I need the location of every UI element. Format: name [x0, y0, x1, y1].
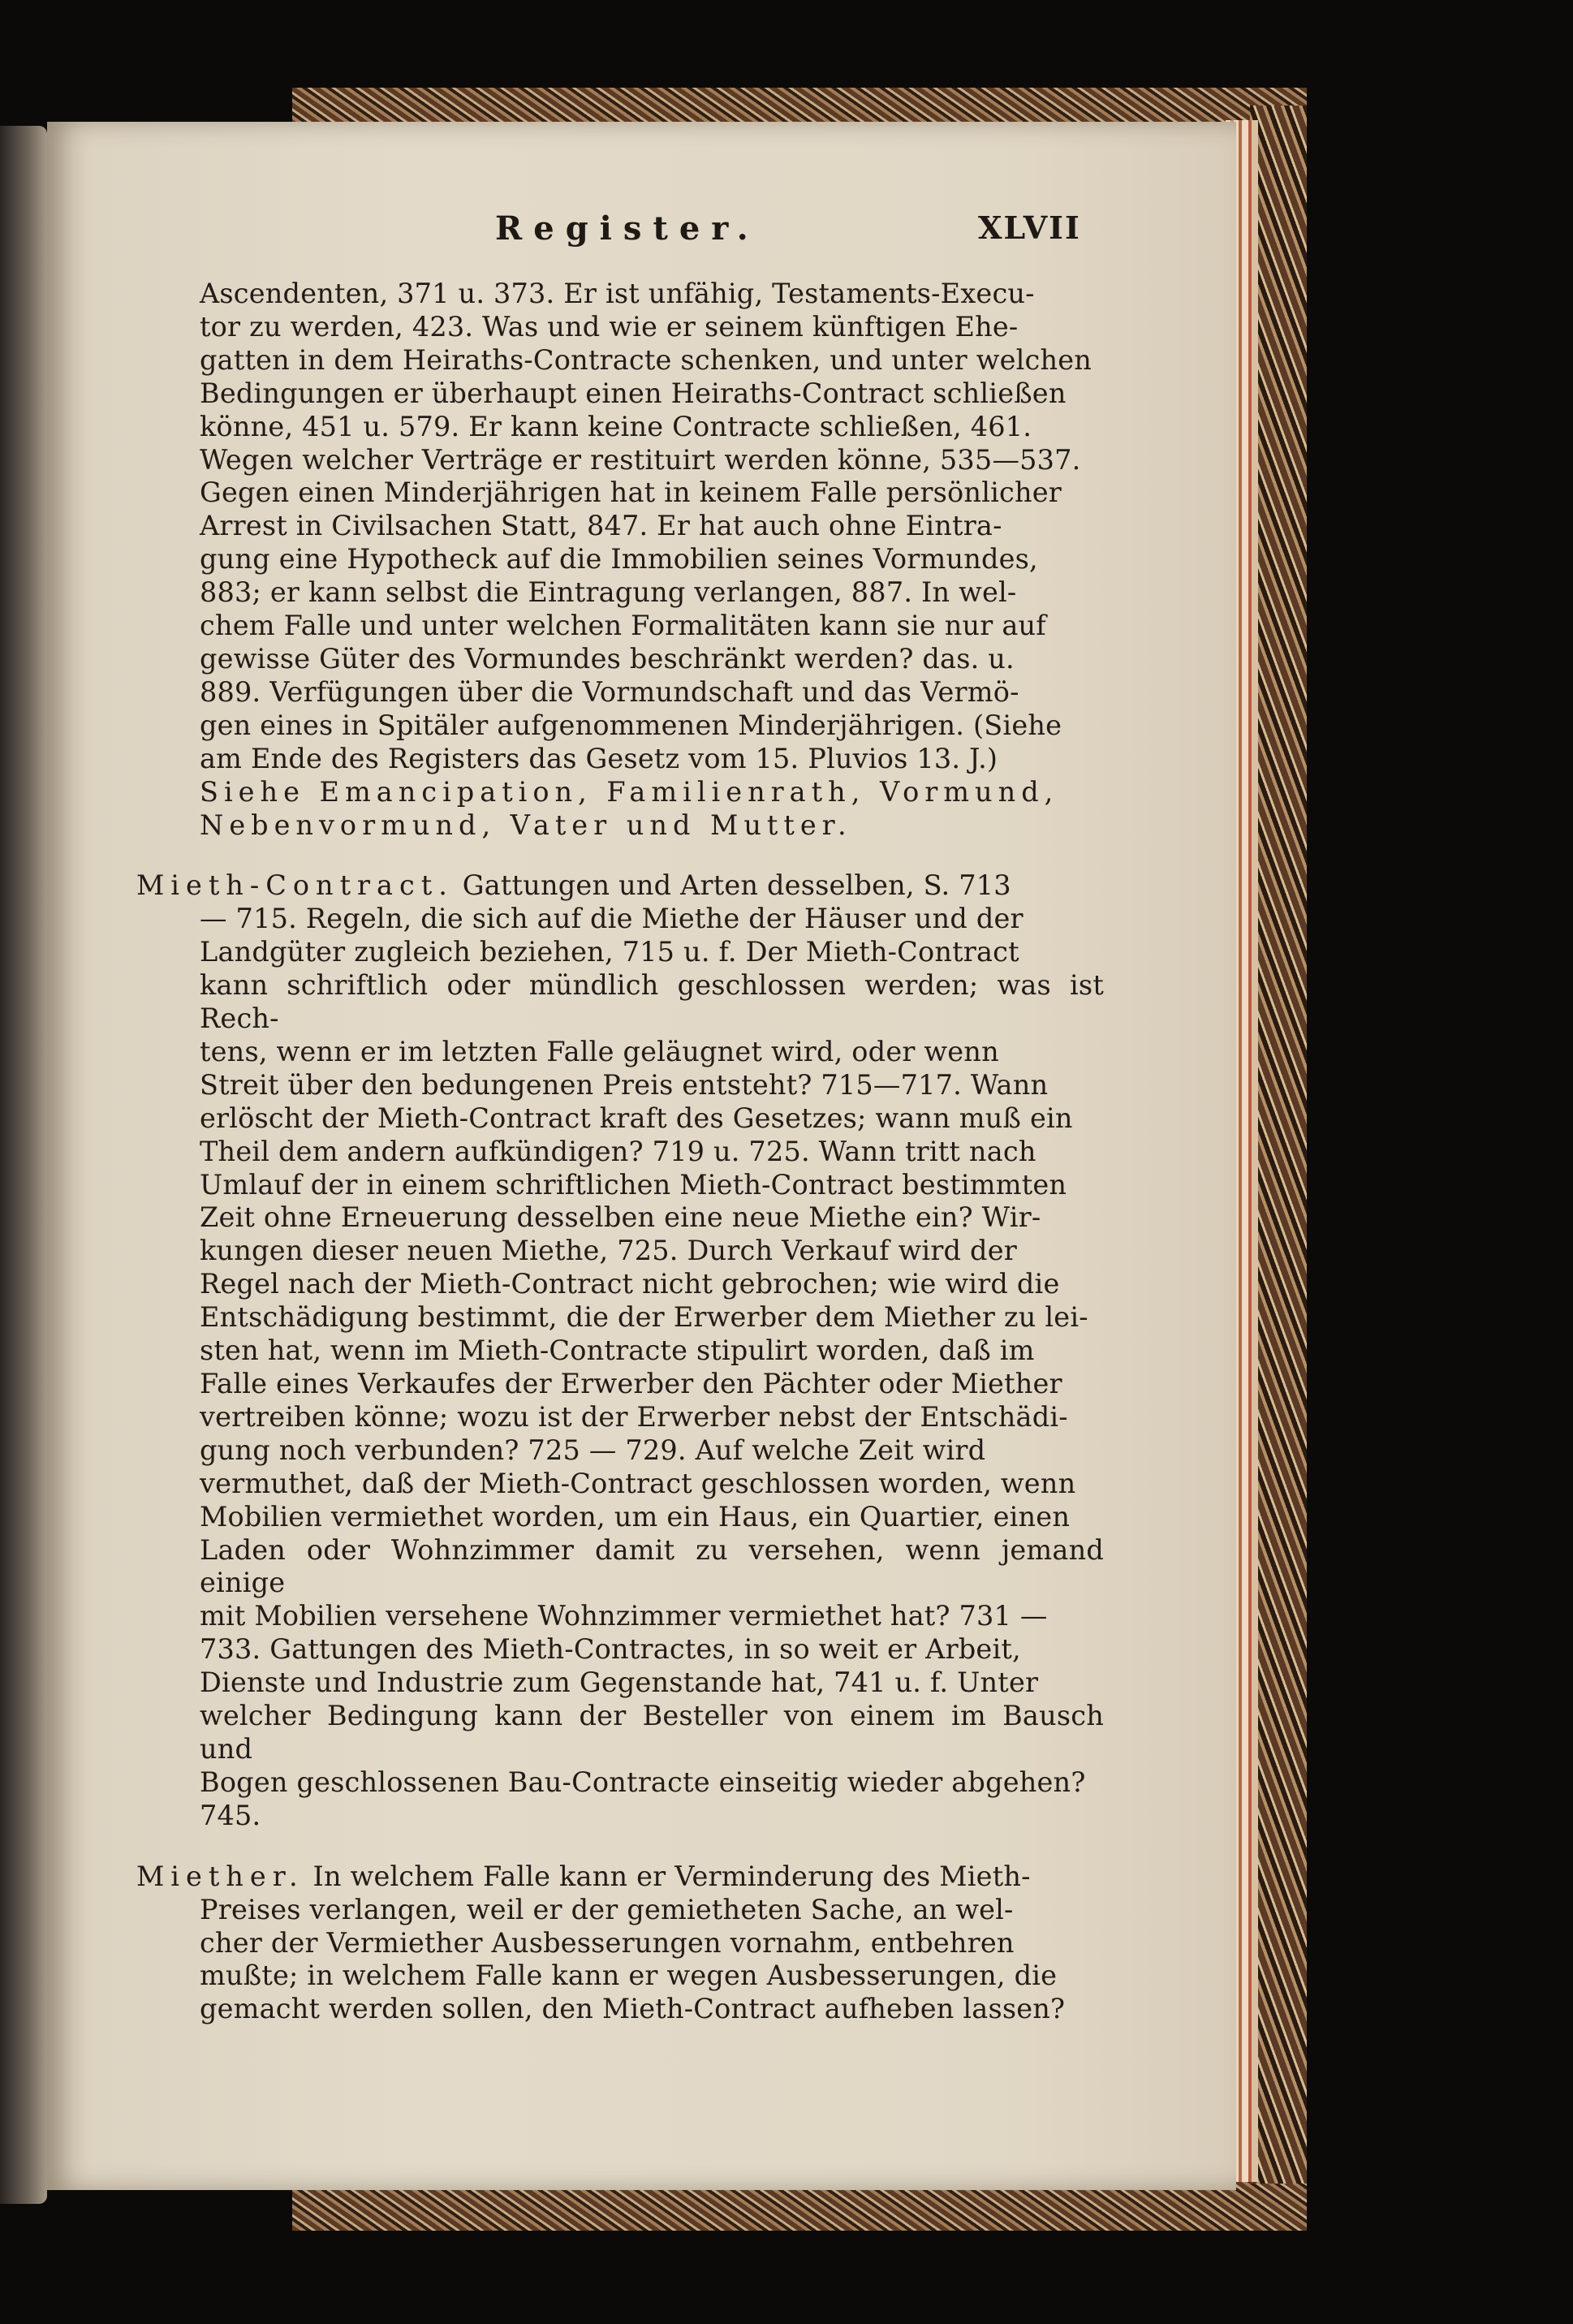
text-line: mit Mobilien versehene Wohnzimmer vermiethet hat? 731 —	[200, 1600, 1048, 1632]
text-line: tor zu werden, 423. Was und wie er seinem künftigen Ehe-	[200, 310, 1019, 343]
text-line: Theil dem andern aufkündigen? 719 u. 725. Wann tritt nach	[200, 1135, 1036, 1167]
marbled-cover-edge	[1250, 106, 1307, 2184]
entry-mieth-contract	[136, 869, 1104, 1832]
text-line: welcher Bedingung kann der Besteller von einem im Bausch und	[200, 1700, 1104, 1765]
text-line: chem Falle und unter welchen Formalitäten kann sie nur auf	[200, 610, 1046, 642]
text-line: Bogen geschlossenen Bau-Contracte einseitig wieder abgehen?	[200, 1766, 1086, 1798]
text-line: 733. Gattungen des Mieth-Contractes, in so weit er Arbeit,	[200, 1633, 1021, 1666]
text-line: kungen dieser neuen Miethe, 725. Durch Verkauf wird der	[200, 1235, 1017, 1267]
text-line: gen eines in Spitäler aufgenommenen Minderjährigen. (Siehe	[200, 709, 1062, 741]
entry-first-line	[136, 869, 1104, 903]
text-line: Falle eines Verkaufes der Erwerber den Pächter oder Miether	[200, 1368, 1062, 1399]
text-line: am Ende des Registers das Gesetz vom 15. Pluvios 13. J.)	[200, 742, 998, 774]
text-line: Wegen welcher Verträge er restituirt werden könne, 535—537.	[200, 443, 1081, 476]
entry-minderjaehriger-continued	[136, 278, 1104, 842]
text-line: tens, wenn er im letzten Falle geläugnet wird, oder wenn	[200, 1035, 999, 1067]
entry-first-line	[136, 1860, 1104, 1894]
previous-page-edge	[0, 126, 47, 2204]
text-line: Gegen einen Minderjährigen hat in keinem Falle persönlicher	[200, 476, 1062, 509]
running-title: Register.	[495, 209, 760, 248]
entry-headword: Miether.	[136, 1860, 304, 1892]
text-line: Siehe Emancipation, Familienrath, Vormund,	[200, 775, 1059, 808]
text-line: Nebenvormund, Vater und Mutter.	[200, 808, 852, 841]
page-number: XLVII	[978, 209, 1081, 246]
text-line: 883; er kann selbst die Eintragung verlangen, 887. In wel-	[200, 576, 1017, 609]
text-line: Entschädigung bestimmt, die der Erwerber dem Miether zu lei-	[200, 1301, 1088, 1334]
register-text	[136, 278, 1104, 2026]
text-line: erlöscht der Mieth-Contract kraft des Gesetzes; wann muß ein	[200, 1102, 1073, 1134]
text-line: gung eine Hypotheck auf die Immobilien seines Vormundes,	[200, 543, 1038, 576]
text-line: Streit über den bedungenen Preis entsteht? 715—717. Wann	[200, 1068, 1049, 1101]
text-line: cher der Vermiether Ausbesserungen vornahm, entbehren	[200, 1926, 1015, 1959]
text-line: mußte; in welchem Falle kann er wegen Ausbesserungen, die	[200, 1960, 1058, 1992]
text-line: 745.	[200, 1799, 261, 1831]
text-line: Laden oder Wohnzimmer damit zu versehen, wenn jemand einige	[200, 1533, 1104, 1599]
text-line: Regel nach der Mieth-Contract nicht gebrochen; wie wird die	[200, 1268, 1060, 1300]
text-line: Umlauf der in einem schriftlichen Mieth-Contract bestimmten	[200, 1168, 1067, 1201]
text-line: vermuthet, daß der Mieth-Contract geschlossen worden, wenn	[200, 1467, 1076, 1499]
text-line: kann schriftlich oder mündlich geschlossen werden; was ist Rech-	[200, 969, 1104, 1035]
page-header	[0, 209, 1573, 258]
entry-miether	[136, 1860, 1104, 2027]
entry-body	[136, 1894, 1104, 2027]
text-line: gewisse Güter des Vormundes beschränkt werden? das. u.	[200, 642, 1015, 675]
text-line: Preises verlangen, weil er der gemietheten Sache, an wel-	[200, 1893, 1014, 1925]
text-line: — 715. Regeln, die sich auf die Miethe der Häuser und der	[200, 903, 1024, 935]
entry-body	[136, 903, 1104, 1832]
entry-headword: Mieth-Contract.	[136, 869, 454, 902]
text-line: Ascendenten, 371 u. 373. Er ist unfähig, Testaments-Execu-	[200, 278, 1035, 309]
text-line: Arrest in Civilsachen Statt, 847. Er hat auch ohne Eintra-	[200, 510, 1002, 542]
text-line: Gattungen und Arten desselben, S. 713	[462, 869, 1011, 902]
text-line: Landgüter zugleich beziehen, 715 u. f. Der Mieth-Contract	[200, 936, 1019, 968]
text-line: gung noch verbunden? 725 — 729. Auf welche Zeit wird	[200, 1434, 986, 1466]
text-line: gatten in dem Heiraths-Contracte schenken, und unter welchen	[200, 343, 1092, 376]
text-line: vertreiben könne; wozu ist der Erwerber nebst der Entschädi-	[200, 1400, 1068, 1433]
text-line: sten hat, wenn im Mieth-Contracte stipulirt worden, daß im	[200, 1334, 1035, 1367]
text-line: Zeit ohne Erneuerung desselben eine neue Miethe ein? Wir-	[200, 1201, 1041, 1234]
text-line: In welchem Falle kann er Verminderung des Mieth-	[312, 1860, 1031, 1892]
text-line: gemacht werden sollen, den Mieth-Contract aufheben lassen?	[200, 1993, 1066, 2025]
text-line: Bedingungen er überhaupt einen Heiraths-Contract schließen	[200, 377, 1067, 409]
text-line: Mobilien vermiethet worden, um ein Haus, ein Quartier, einen	[200, 1500, 1071, 1533]
text-line: könne, 451 u. 579. Er kann keine Contracte schließen, 461.	[200, 410, 1032, 442]
text-line: 889. Verfügungen über die Vormundschaft und das Vermö-	[200, 675, 1019, 708]
text-line: Dienste und Industrie zum Gegenstande hat, 741 u. f. Unter	[200, 1666, 1039, 1699]
